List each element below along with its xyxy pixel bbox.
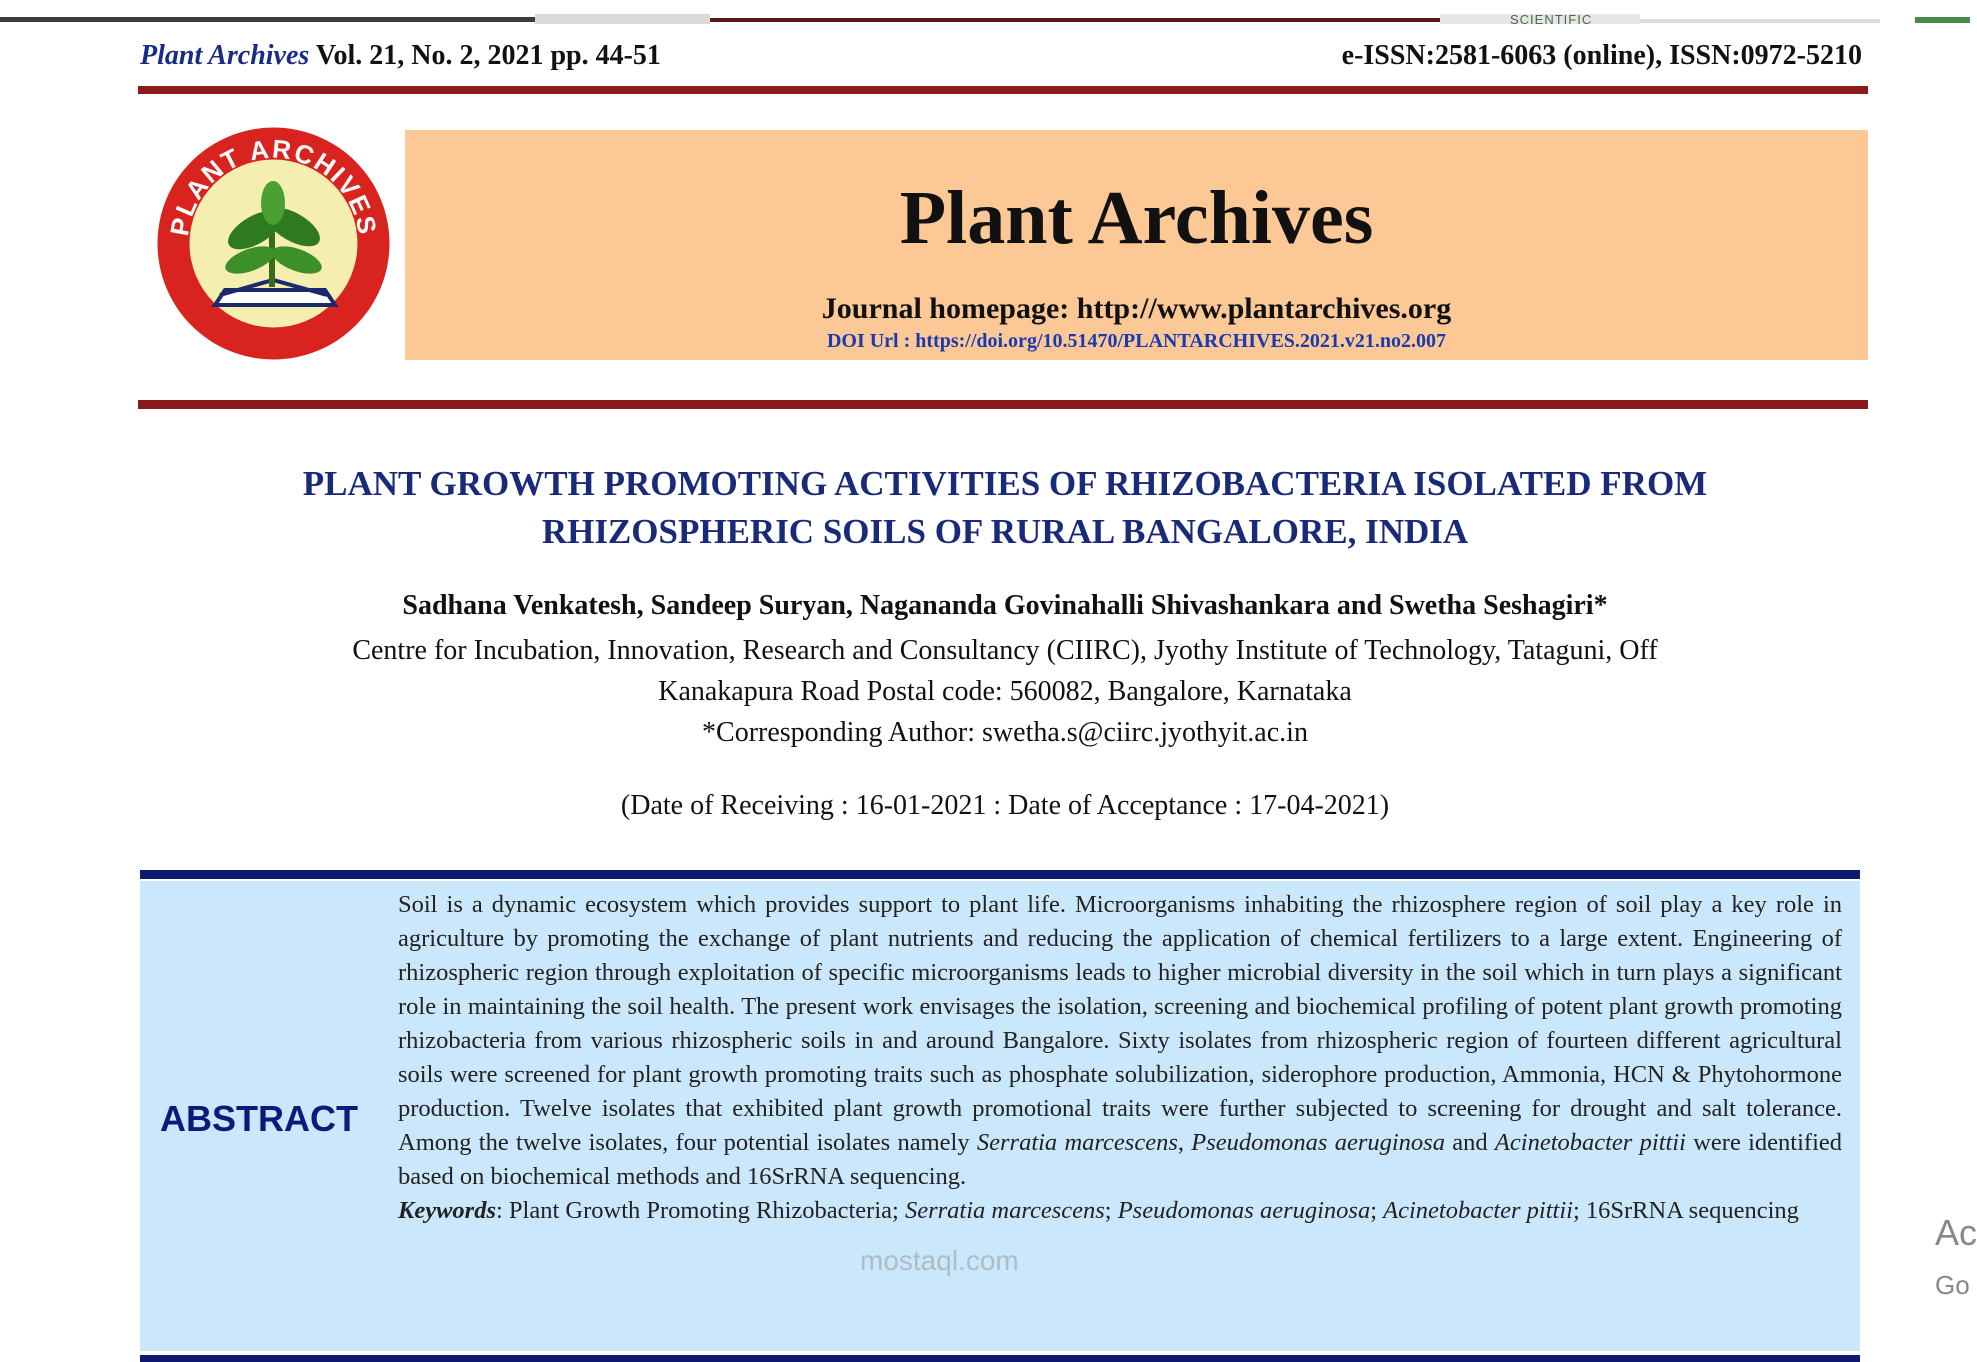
abstract-bottom-rule [140,1355,1860,1362]
journal-name: Plant Archives [140,40,310,71]
abstract-paragraph [398,888,1842,1194]
separator: ; [1370,1197,1384,1224]
journal-logo [155,125,392,362]
doi-link[interactable]: DOI Url : https://doi.org/10.51470/PLANTARCHIVES.2021.v21.no2.007 [826,330,1447,352]
issn-info: e-ISSN:2581-6063 (online), ISSN:0972-5210 [1341,40,1862,71]
separator: , [1177,1129,1192,1156]
side-overlay-text: Ac [1935,1212,1977,1253]
abstract-text [398,888,1842,1228]
separator: ; [1104,1197,1118,1224]
volume-info: Vol. 21, No. 2, 2021 pp. 44-51 [315,40,661,71]
header-rule [138,86,1868,94]
strip-segment [1915,17,1970,23]
species-name: Pseudomonas aeruginosa [1117,1197,1371,1224]
abstract-body: Soil is a dynamic ecosystem which provides support to plant life. Microorganisms inhabiting the rhizosphere region of soil play a key role in agriculture by promoting the exchange of plant nutrients and reducing the application of chemical fertilizers to a large extent. Engineering of rhizospheric region through exploitation of specific microorganisms leads to higher microbial diversity in the soil which in turn plays a significant role in maintaining the soil health. The present work envisages the isolation, screening and biochemical profiling of potent plant growth promoting rhizobacteria from various rhizospheric soils in and around Bangalore. Sixty isolates from rhizospheric region of fourteen different agricultural soils were screened for plant growth promoting traits such as phosphate solubilization, siderophore production, Ammonia, HCN & Phytohormone production. Twelve isolates that exhibited plant growth promotional traits were further subjected to screening for drought and salt tolerance. Among the twelve isolates, four potential isolates namely [398,891,1842,1156]
top-strip-label: SCIENTIFIC [1510,12,1593,27]
article-title [160,460,1850,556]
species-name: Acinetobacter pittii [1383,1197,1573,1224]
abstract-top-rule [140,870,1860,879]
banner-title: Plant Archives [899,176,1374,260]
species-name: Acinetobacter pittii [1494,1129,1686,1156]
species-name: Pseudomonas aeruginosa [1191,1129,1445,1156]
abstract-body: were identified based on biochemical methods and 16SrRNA sequencing. [398,1129,1842,1190]
top-strip [0,14,1970,24]
strip-segment [0,17,535,22]
abstract-label: ABSTRACT [160,1098,358,1139]
watermark: mostaql.com [860,1245,1019,1276]
keywords-text: ; 16SrRNA sequencing [1572,1197,1799,1224]
affiliation [160,630,1850,753]
article-title-line: PLANT GROWTH PROMOTING ACTIVITIES OF RHIZOBACTERIA ISOLATED FROM [302,464,1708,503]
affiliation-line: Kanakapura Road Postal code: 560082, Bangalore, Karnataka [658,676,1352,707]
strip-segment [535,14,710,24]
corresponding-author: *Corresponding Author: swetha.s@ciirc.jyothyit.ac.in [702,717,1308,748]
keywords [398,1194,1842,1228]
journal-banner [405,130,1868,360]
journal-homepage: Journal homepage: http://www.plantarchives.org [821,292,1452,325]
strip-segment [1640,19,1880,23]
keywords-label: Keywords [398,1197,496,1224]
strip-segment [710,18,1440,22]
article-title-line: RHIZOSPHERIC SOILS OF RURAL BANGALORE, INDIA [541,512,1469,551]
running-header-left [140,40,661,72]
keywords-text: : Plant Growth Promoting Rhizobacteria; [496,1197,905,1224]
logo-text: PLANT ARCHIVES [164,133,383,239]
species-name: Serratia marcescens [976,1129,1178,1156]
side-overlay-text: Go [1935,1270,1970,1300]
submission-dates: (Date of Receiving : 16-01-2021 : Date of Acceptance : 17-04-2021) [620,790,1390,821]
separator: and [1444,1129,1495,1156]
affiliation-line: Centre for Incubation, Innovation, Research and Consultancy (CIIRC), Jyothy Institute of Technology, Tataguni, Off [352,635,1658,666]
banner-rule [138,400,1868,409]
species-name: Serratia marcescens [904,1197,1105,1224]
author-list: Sadhana Venkatesh, Sandeep Suryan, Nagananda Govinahalli Shivashankara and Swetha Seshagiri* [402,590,1608,621]
